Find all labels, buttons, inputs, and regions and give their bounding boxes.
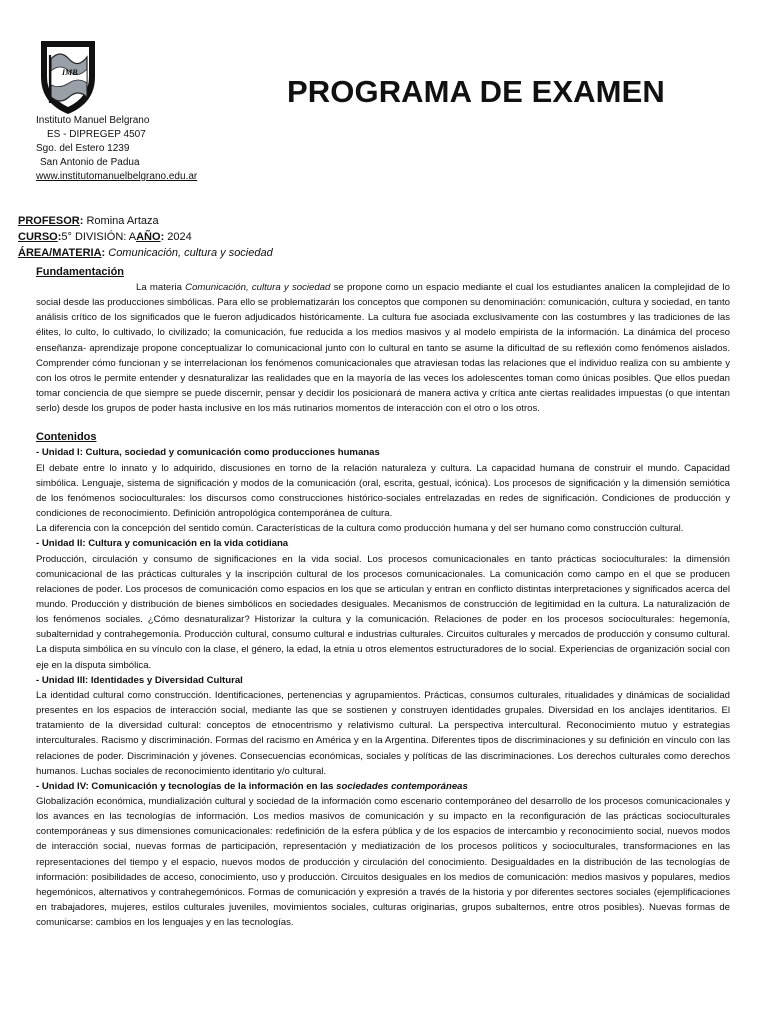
institution-block: [36, 114, 197, 184]
institution-website-link[interactable]: www.institutomanuelbelgrano.edu.ar: [36, 171, 198, 182]
unit-1-paragraph: El debate entre lo innato y lo adquirido, discusiones en torno de la relación naturaleza y cultura. La capacidad humana de construir el mundo. Capacidad simbólica. Lenguaje, sistema de significación y modos de la comunicación (oral, escrita, gestual, icónica). Los procesos de significación y la dimensión semiótica de los fenómenos socioculturales: los discursos como construcciones histórico-sociales entrelazadas en redes de significación. Condiciones de producción y condiciones de reconocimiento. Definición antropológica contemporánea de cultura.: [36, 462, 730, 520]
curso-value: 5° DIVISIÓN: [61, 231, 124, 243]
fundamentacion-lead: La materia: [136, 282, 186, 293]
anio-label: AÑO: [136, 231, 161, 243]
unit-2-title: - Unidad II: Cultura y comunicación en la vida cotidiana: [36, 538, 289, 550]
profesor-label: PROFESOR: [18, 215, 80, 227]
area-value: Comunicación, cultura y sociedad: [108, 247, 273, 259]
unit-1-title: - Unidad I: Cultura, sociedad y comunicación como producciones humanas: [36, 447, 380, 459]
area-separator: :: [101, 247, 106, 259]
page-title: PROGRAMA DE EXAMEN: [287, 74, 665, 109]
profesor-separator: :: [79, 215, 84, 227]
unit-4-paragraph: Globalización económica, mundialización cultural y sociedad de la información como escenario contemporáneo del desarrollo de los procesos comunicacionales y los avances en las tecnologías de información. Los medios masivos de comunicación y su impacto en la reconfiguración de las prácticas socioculturales contemporáneas y sus dimensiones comunicacionales: redefinición de la esfera pública y de los espacios de intercambio y reconocimiento social, nuevos modos de interacción social, nuevas formas de participación, representación y mediatización de los procesos políticos y socioculturales, transformaciones en las representaciones del tiempo y el espacio, nuevos modos de producción y circulación del conocimiento. Desigualdades en la distribución de las tecnologías de información: posibilidades de acceso, conocimiento, uso y producción. Circuitos desiguales en los medios de comunicación: medios masivos y populares, medios hegemónicos, alternativos y contrahegemónicos. Formas de comunicación y expresión a través de la historia y por diferentes sectores sociales (ejemplificaciones en trabajadores, mujeres, estilos culturales juveniles, movimientos sociales, culturas originarias, grupos subalternos, entre otros posibles). Nuevas formas de comunicarse: cambios en los lenguajes y en las tecnologías.: [36, 796, 730, 929]
unit-4-title: [36, 779, 730, 794]
curso-line: [18, 229, 273, 245]
anio-separator: :: [160, 231, 165, 243]
anio-value: 2024: [167, 231, 192, 243]
course-info: [18, 213, 273, 261]
fundamentacion-emphasis: Comunicación, cultura y sociedad: [185, 282, 331, 293]
document-body: [36, 265, 730, 930]
profesor-line: [18, 213, 273, 229]
curso-label: CURSO: [18, 231, 58, 243]
institution-address: Sgo. del Estero 1239: [36, 143, 130, 154]
contenidos-heading: Contenidos: [36, 431, 97, 444]
institution-name: Instituto Manuel Belgrano: [36, 115, 150, 126]
fundamentacion-text: se propone como un espacio mediante el cual los estudiantes analicen la complejidad de lo social desde las producciones simbólicas. Para ello se problematizarán los conceptos que componen su denominación: comunicación, cultura y sociedad, en tanto análisis crítico de los significados que le fueron adjudicados históricamente. La cultura fue asociada exclusivamente con las costumbres y las tradiciones de las élites, lo culto, lo cultivado, lo civilizado; la comunicación, fue reducida a los medios masivos y al modelo empirista de la información. La dinámica del proceso enseñanza- aprendizaje propone conceptualizar lo comunicacional junto con lo cultural en tanto se asume la dificultad de su reflexión como fenómenos aislados. Comprender cómo funcionan y se interrelacionan los fenómenos comunicacionales que atraviesan todas las relaciones que el individuo realiza con su ambiente y con los otros le permite entender y desnaturalizar las realidades que en la mayoría de las veces los adolescentes toman como únicas posibles. Que ellos puedan tomar conciencia de que siempre se puede discernir, pensar y decidir los posicionará de manera activa y crítica ante ciertas realidades impuestas (o que intentan serlo) desde los grupos de poder hasta inclusive en los más rutinarios momentos de interacción con el otro o los otros.: [36, 282, 730, 415]
area-line: [18, 245, 273, 261]
shield-flag-logo-icon: [36, 37, 100, 117]
area-label: ÁREA/MATERIA: [18, 247, 102, 259]
logo-text: IMB: [62, 68, 78, 77]
unit-3-paragraph: La identidad cultural como construcción. Identificaciones, pertenencias y agrupamientos. Prácticas, consumos culturales, ritualidades y dinámicas de socialidad presentes en los espacios de interacción social, mediante las que se sostienen y construyen identidades grupales. Diversidad en los anclajes identitarios. El tratamiento de la diversidad cultural: conceptos de etnocentrismo y relativismo cultural. La perspectiva intercultural. Reconocimiento mutuo y estrategias interculturales. Racismo y discriminación. Formas del racismo en América y en la Argentina. Diferentes tipos de discriminaciones y su definición en vínculo con las relaciones de poder. Discriminación y jóvenes. Consecuencias económicas, sociales y políticas de las discriminaciones. Los derechos culturales como derechos humanos. Luchas sociales de reconocimiento identitario y/o cultural.: [36, 689, 730, 777]
unit-2-paragraph: Producción, circulación y consumo de significaciones en la vida social. Los procesos comunicacionales en tanto prácticas socioculturales: la dimensión comunicacional de las prácticas culturales y la inscripción cultural de los procesos comunicacionales. La comunicación como campo en el que se producen relaciones de poder. Los procesos de comunicación como espacios en los que se articulan y entran en conflicto distintas interpretaciones y significados acerca del mundo. Producción y distribución de bienes simbólicos en sociedades desiguales. Mecanismos de construcción de legitimidad en la cultura. La naturalización de los fenómenos sociales. ¿Cómo desnaturalizar? Historizar la cultura y la comunicación. Relaciones de poder en los procesos socioculturales: hegemonía, subalternidad y contrahegemonía. Producción cultural, consumo cultural e industrias culturales. Circuitos culturales y mercados de producción y consumo cultural. La disputa simbólica en su vínculo con la clase, el género, la edad, la etnia u otros elementos estructuradores de lo social. Experiencias de organización social con eje en la disputa simbólica.: [36, 553, 730, 671]
fundamentacion-heading: Fundamentación: [36, 266, 125, 278]
unit-4-title-emphasis: sociedades contemporáneas: [336, 780, 468, 792]
unit-3-title: - Unidad III: Identidades y Diversidad Cultural: [36, 674, 243, 686]
institution-city: San Antonio de Padua: [40, 157, 140, 168]
curso-separator: :: [57, 231, 62, 243]
unit-1-paragraph-2: La diferencia con la concepción del sentido común. Características de la cultura como producción humana y del ser humano como construcción cultural.: [36, 523, 684, 535]
division-separator: : A: [123, 231, 137, 243]
unit-4-title-lead: - Unidad IV: Comunicación y tecnologías de la información en las: [36, 780, 337, 792]
institution-code: ES - DIPREGEP 4507: [47, 129, 146, 140]
fundamentacion-paragraph: [36, 280, 730, 416]
profesor-value: Romina Artaza: [86, 215, 159, 227]
